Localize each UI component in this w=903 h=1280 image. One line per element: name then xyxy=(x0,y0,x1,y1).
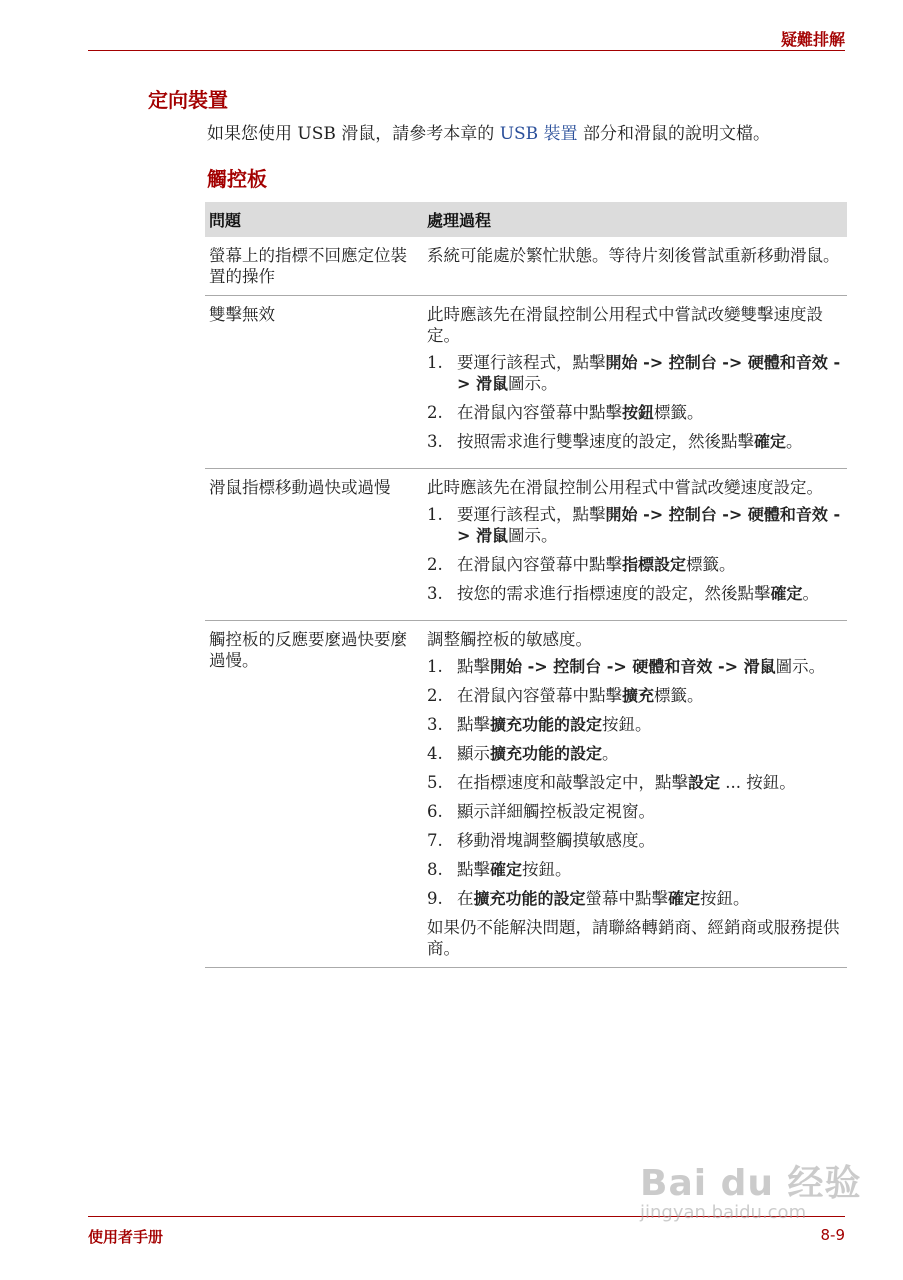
step-ui-term: 設定 xyxy=(688,773,721,792)
watermark-brand: Bai du 经验 xyxy=(640,1163,862,1204)
problem-cell: 雙擊無效 xyxy=(205,296,423,469)
baidu-watermark xyxy=(640,1155,862,1223)
step-text: 標籤。 xyxy=(654,403,704,422)
procedure-steps xyxy=(427,352,843,452)
step-ui-term: 擴充功能的設定 xyxy=(490,715,603,734)
step-text: 按鈕。 xyxy=(522,860,572,879)
column-header-procedure: 處理過程 xyxy=(423,202,847,237)
procedure-cell xyxy=(423,621,847,968)
subsection-title: 觸控板 xyxy=(207,167,267,191)
step-ui-term: 開始 -> 控制台 -> 硬體和音效 -> 滑鼠 xyxy=(457,353,841,393)
step-text: 。 xyxy=(602,744,619,763)
usb-device-link[interactable]: USB 裝置 xyxy=(499,124,578,144)
step-text: 按鈕。 xyxy=(602,715,652,734)
step-ui-term: 擴充功能的設定 xyxy=(473,889,586,908)
table-row xyxy=(205,237,847,296)
step-ui-term: 開始 -> 控制台 -> 硬體和音效 -> 滑鼠 xyxy=(490,657,776,676)
procedure-step xyxy=(427,656,843,677)
step-number: 9. xyxy=(427,889,443,908)
step-number: 8. xyxy=(427,860,443,879)
step-text: 圖示。 xyxy=(775,657,826,676)
step-ui-term: 確定 xyxy=(668,889,701,908)
intro-paragraph xyxy=(207,119,770,144)
step-number: 4. xyxy=(427,744,443,763)
step-text: 點擊 xyxy=(457,860,490,879)
step-text: ... 按鈕。 xyxy=(720,773,796,792)
step-number: 2. xyxy=(427,555,443,574)
step-number: 5. xyxy=(427,773,443,792)
step-number: 2. xyxy=(427,403,443,422)
step-text: 移動滑塊調整觸摸敏感度。 xyxy=(457,831,655,850)
procedure-lead: 此時應該先在滑鼠控制公用程式中嘗試改變雙擊速度設定。 xyxy=(427,305,823,345)
procedure-step xyxy=(427,801,843,822)
step-text: 按鈕。 xyxy=(700,889,750,908)
procedure-lead: 此時應該先在滑鼠控制公用程式中嘗試改變速度設定。 xyxy=(427,478,823,497)
table-row xyxy=(205,469,847,621)
procedure-step xyxy=(427,685,843,706)
procedure-step xyxy=(427,830,843,851)
intro-text-pre: 如果您使用 USB 滑鼠，請參考本章的 xyxy=(207,124,500,144)
procedure-step xyxy=(427,859,843,880)
step-text: 標籤。 xyxy=(686,555,736,574)
step-text: 圖示。 xyxy=(507,526,558,545)
troubleshooting-table xyxy=(205,202,847,968)
procedure-step xyxy=(427,352,843,394)
step-text: 在滑鼠內容螢幕中點擊 xyxy=(457,555,622,574)
table-header-row xyxy=(205,202,847,237)
problem-cell: 螢幕上的指標不回應定位裝置的操作 xyxy=(205,237,423,296)
step-ui-term: 擴充功能的設定 xyxy=(490,744,603,763)
step-text: 標籤。 xyxy=(654,686,704,705)
procedure-step xyxy=(427,504,843,546)
step-text: 顯示詳細觸控板設定視窗。 xyxy=(457,802,655,821)
step-ui-term: 確定 xyxy=(754,432,787,451)
step-number: 7. xyxy=(427,831,443,850)
step-number: 6. xyxy=(427,802,443,821)
page-number: 8-9 xyxy=(820,1226,845,1244)
step-number: 1. xyxy=(427,657,443,676)
step-text: 點擊 xyxy=(457,657,490,676)
header-rule xyxy=(88,50,845,51)
step-text: 在滑鼠內容螢幕中點擊 xyxy=(457,686,622,705)
watermark-url: jingyan.baidu.com xyxy=(640,1202,807,1223)
step-text: 按照需求進行雙擊速度的設定，然後點擊 xyxy=(457,432,754,451)
procedure-steps xyxy=(427,504,843,604)
step-text: 。 xyxy=(802,584,820,603)
procedure-step xyxy=(427,743,843,764)
step-text: 圖示。 xyxy=(507,374,558,393)
step-text: 在滑鼠內容螢幕中點擊 xyxy=(457,403,622,422)
step-number: 1. xyxy=(427,505,443,524)
table-body xyxy=(205,237,847,968)
step-ui-term: 指標設定 xyxy=(622,555,687,574)
section-title: 定向裝置 xyxy=(148,88,228,112)
step-number: 3. xyxy=(427,715,443,734)
step-number: 3. xyxy=(427,584,443,603)
step-text: 要運行該程式，點擊 xyxy=(457,505,606,524)
step-text: 點擊 xyxy=(457,715,490,734)
procedure-cell xyxy=(423,296,847,469)
table-row xyxy=(205,296,847,469)
step-text: 按您的需求進行指標速度的設定，然後點擊 xyxy=(457,584,771,603)
step-text: 螢幕中點擊 xyxy=(585,889,669,908)
intro-text-post: 部分和滑鼠的說明文檔。 xyxy=(577,124,770,144)
step-text: 要運行該程式，點擊 xyxy=(457,353,606,372)
step-ui-term: 開始 -> 控制台 -> 硬體和音效 -> 滑鼠 xyxy=(457,505,841,545)
step-text: 在指標速度和敲擊設定中，點擊 xyxy=(457,773,688,792)
step-text: 在 xyxy=(457,889,474,908)
problem-cell: 滑鼠指標移動過快或過慢 xyxy=(205,469,423,621)
step-text: 。 xyxy=(786,432,803,451)
procedure-step xyxy=(427,772,843,793)
table-row xyxy=(205,621,847,968)
procedure-tail: 如果仍不能解決問題，請聯絡轉銷商、經銷商或服務提供商。 xyxy=(427,918,840,958)
procedure-lead: 系統可能處於繁忙狀態。等待片刻後嘗試重新移動滑鼠。 xyxy=(427,246,840,265)
running-header-title: 疑難排解 xyxy=(780,30,845,49)
step-text: 顯示 xyxy=(457,744,490,763)
procedure-cell xyxy=(423,237,847,296)
procedure-cell xyxy=(423,469,847,621)
step-number: 3. xyxy=(427,432,443,451)
step-ui-term: 按鈕 xyxy=(622,403,655,422)
procedure-step xyxy=(427,888,843,909)
procedure-step xyxy=(427,714,843,735)
step-ui-term: 確定 xyxy=(770,584,803,603)
column-header-problem: 問題 xyxy=(205,202,423,237)
procedure-lead: 調整觸控板的敏感度。 xyxy=(427,630,592,649)
procedure-steps xyxy=(427,656,843,909)
procedure-step xyxy=(427,402,843,423)
step-number: 1. xyxy=(427,353,443,372)
procedure-step xyxy=(427,583,843,604)
step-number: 2. xyxy=(427,686,443,705)
procedure-step xyxy=(427,554,843,575)
procedure-step xyxy=(427,431,843,452)
problem-cell: 觸控板的反應要麼過快要麼過慢。 xyxy=(205,621,423,968)
step-ui-term: 確定 xyxy=(490,860,523,879)
footer-manual-title: 使用者手册 xyxy=(88,1228,164,1246)
step-ui-term: 擴充 xyxy=(622,686,655,705)
